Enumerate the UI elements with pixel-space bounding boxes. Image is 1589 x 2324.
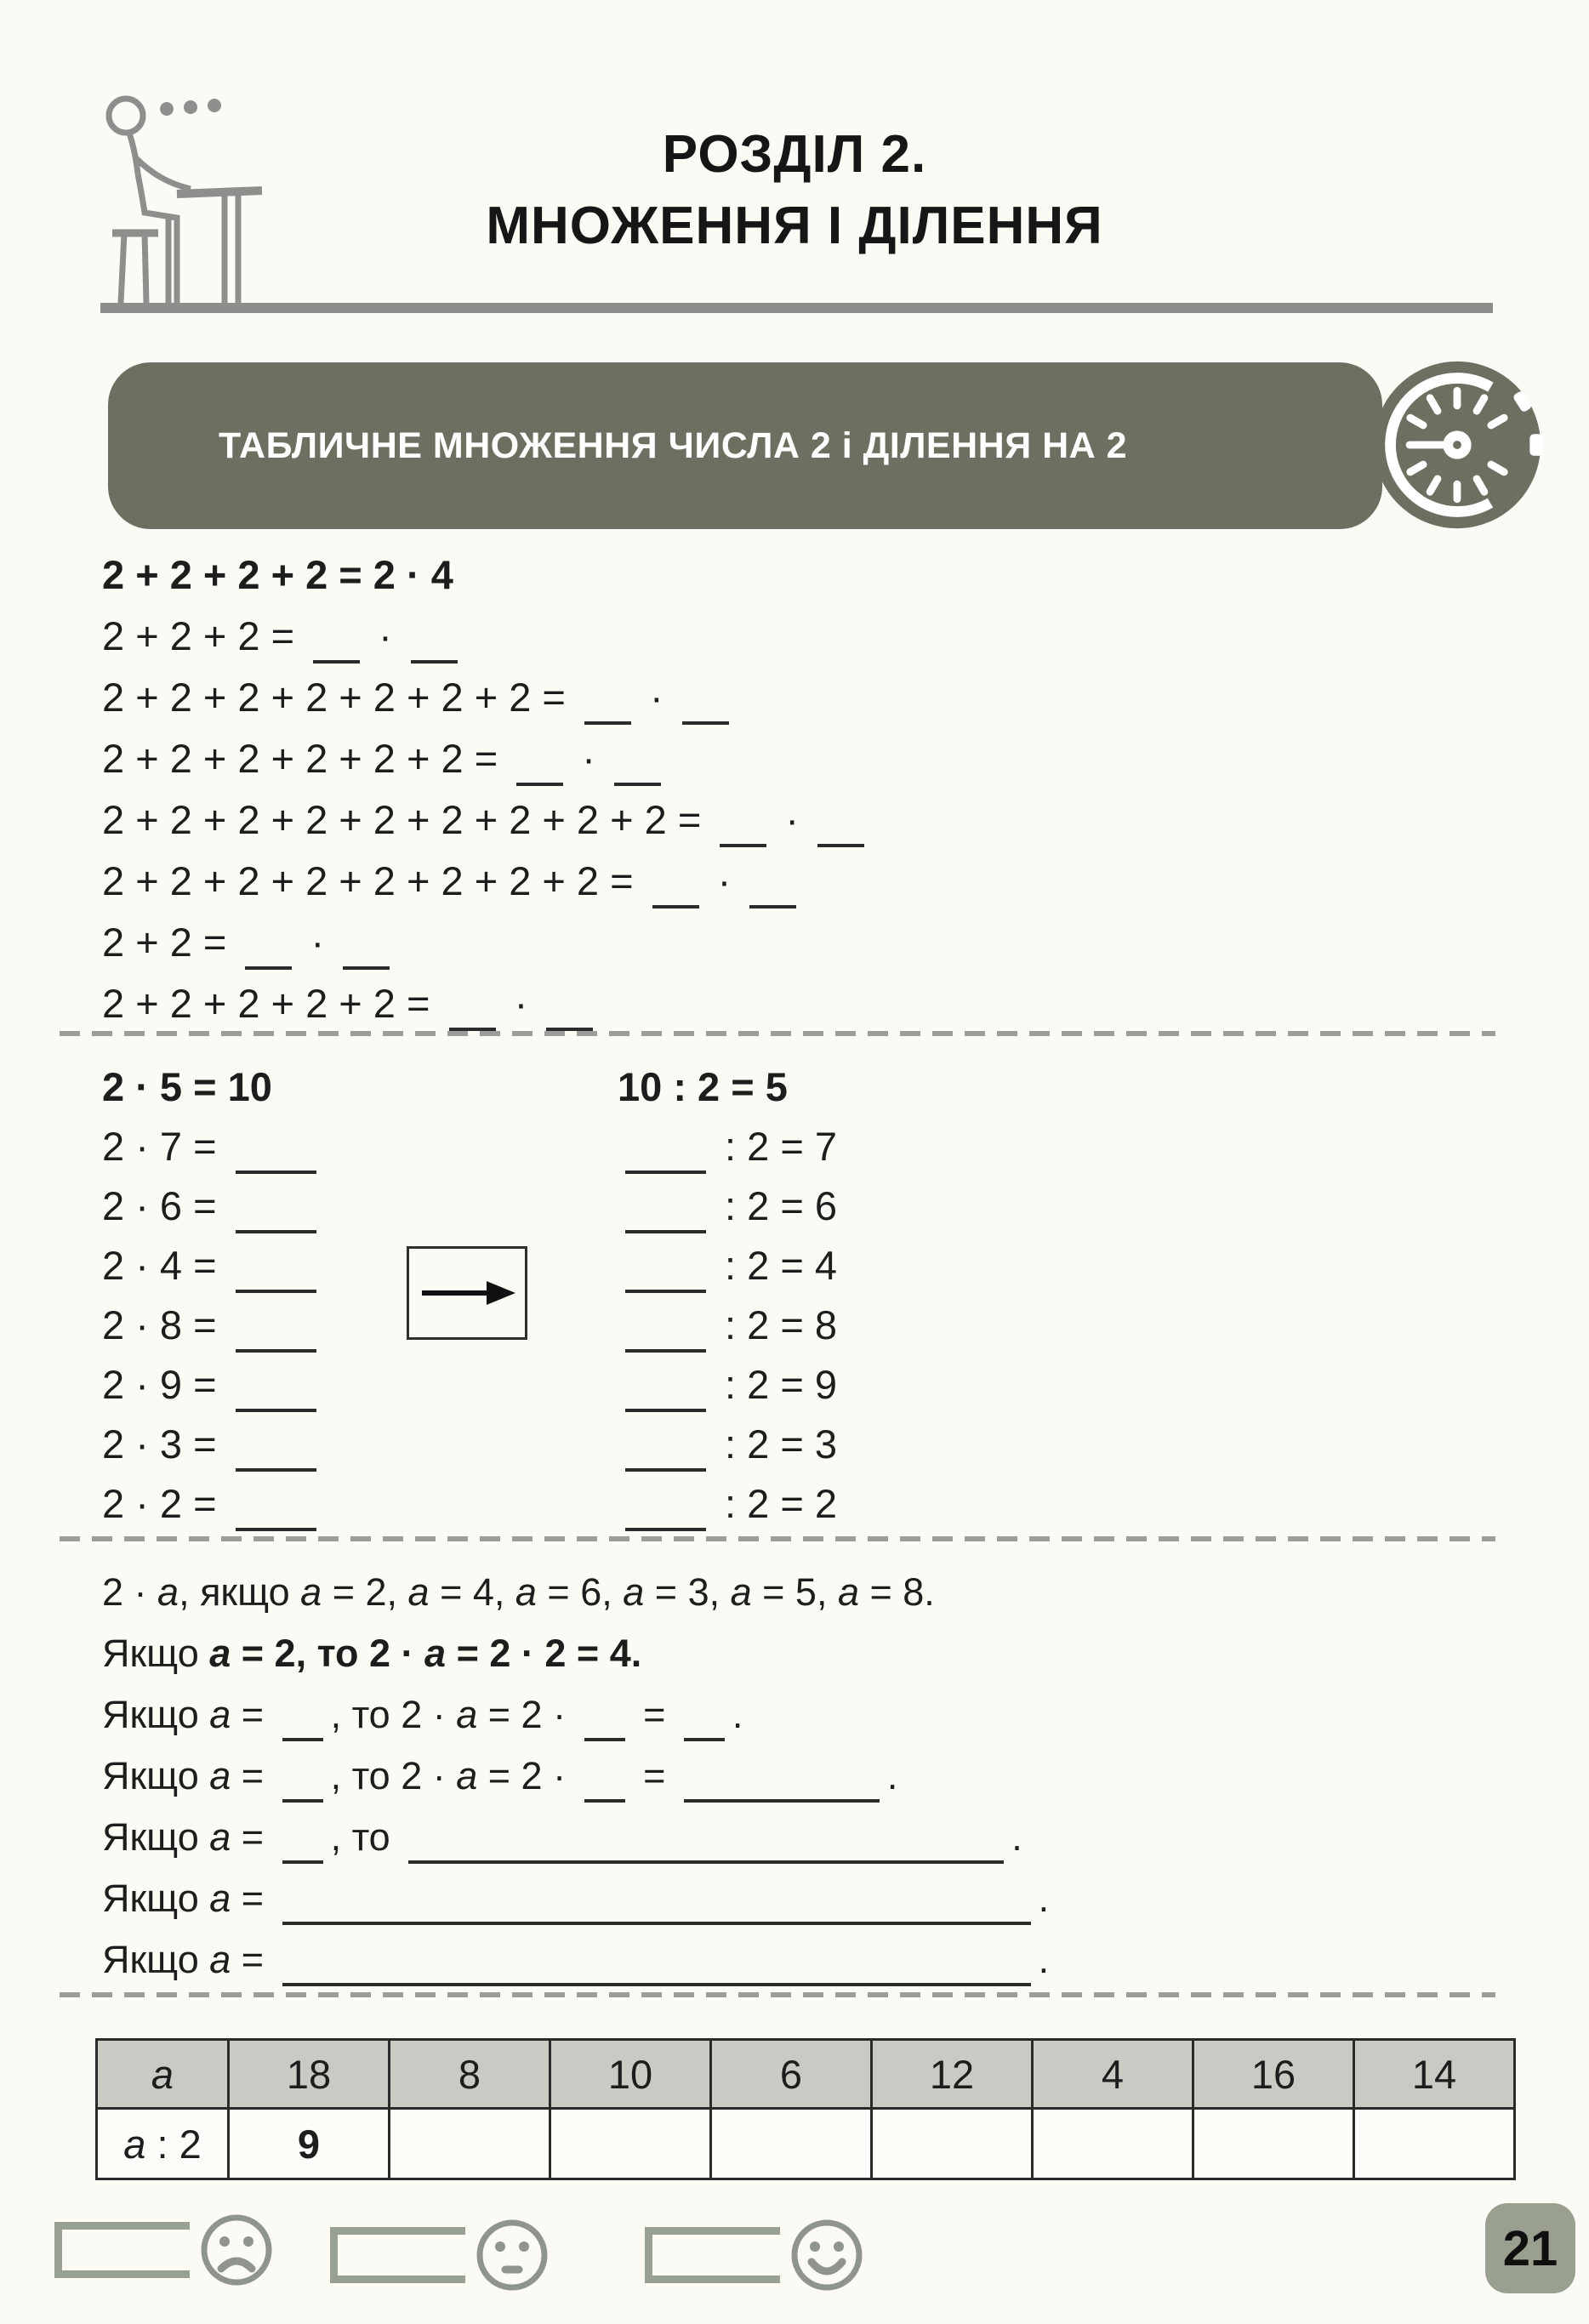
mult-div-row: [102, 1355, 837, 1415]
mult-div-row: [102, 1176, 837, 1236]
right-arrow-icon: [415, 1276, 519, 1310]
answer-blank[interactable]: [516, 759, 563, 786]
answer-blank[interactable]: [408, 1837, 1004, 1864]
addition-row: 2 + 2 + 2 + 2 + 2 + 2 = ·: [102, 728, 872, 789]
mult-div-row: [102, 1474, 837, 1534]
division-problem: : 2 = 3: [618, 1415, 837, 1474]
variable-a: a: [209, 1815, 231, 1859]
table-row-label: a : 2: [97, 2109, 229, 2179]
if-a-row: Якщо a = , то .: [102, 1807, 1049, 1868]
page-number: 21: [1502, 2220, 1558, 2276]
answer-blank[interactable]: [584, 698, 631, 725]
variable-a: a: [151, 2051, 174, 2097]
answer-blank[interactable]: [282, 1837, 323, 1864]
topic-banner: [108, 362, 1382, 529]
answer-blank[interactable]: [625, 1444, 706, 1472]
variable-a: a: [123, 2121, 146, 2167]
answer-blank[interactable]: [449, 1004, 496, 1031]
variable-a: a: [424, 1632, 447, 1675]
self-assessment-sad[interactable]: [54, 2212, 275, 2288]
addition-row: 2 + 2 + 2 + 2 + 2 = ·: [102, 973, 872, 1034]
if-a-row: Якщо a = , то 2 · a = 2 · = .: [102, 1746, 1049, 1807]
ex3-example: [102, 1623, 1049, 1684]
answer-blank[interactable]: [236, 1206, 316, 1233]
self-assessment-happy[interactable]: [645, 2217, 865, 2293]
if-a-row: Якщо a = , то 2 · a = 2 · = .: [102, 1684, 1049, 1746]
answer-blank[interactable]: [411, 636, 458, 664]
variable-a: a: [209, 1938, 231, 1981]
multiplication-problem: 2 · 4 =: [102, 1236, 502, 1296]
variable-a: a: [407, 1570, 430, 1614]
table-value-row: [97, 2109, 1515, 2179]
if-a-row: Якщо a = .: [102, 1868, 1049, 1929]
ex3-intro: 2 · a, якщо a = 2, a = 4, a = 6, a = 3, a = 5, a = 8.: [102, 1570, 935, 1614]
dashed-divider: [60, 1992, 1495, 1997]
answer-blank[interactable]: [584, 1775, 625, 1803]
answer-blank[interactable]: [682, 698, 729, 725]
answer-blank[interactable]: [684, 1714, 725, 1741]
answer-blank[interactable]: [817, 820, 864, 847]
answer-blank[interactable]: [282, 1898, 1031, 1925]
answer-blank[interactable]: [236, 1266, 316, 1293]
answer-blank[interactable]: [546, 1004, 593, 1031]
variable-a: a: [157, 1570, 179, 1614]
ex1-rows: [102, 606, 872, 1034]
answer-blank[interactable]: [720, 820, 766, 847]
variable-a: a: [209, 1693, 231, 1736]
multiplication-problem: 2 · 9 =: [102, 1355, 502, 1415]
addition-row: 2 + 2 + 2 + 2 + 2 + 2 + 2 + 2 = ·: [102, 851, 872, 912]
division-problem: : 2 = 9: [618, 1355, 837, 1415]
exercise-addition-to-multiplication: [102, 544, 872, 1034]
table-header-cell: 8: [390, 2040, 550, 2109]
answer-blank[interactable]: [684, 1775, 880, 1803]
mult-div-row: [102, 1117, 837, 1176]
table-header-cell: [97, 2040, 229, 2109]
answer-blank[interactable]: [236, 1147, 316, 1174]
addition-row: 2 + 2 + 2 + 2 + 2 + 2 + 2 + 2 + 2 = ·: [102, 789, 872, 851]
happy-face-icon: [789, 2217, 865, 2293]
division-problem: : 2 = 4: [618, 1236, 837, 1296]
answer-blank[interactable]: [236, 1325, 316, 1353]
answer-blank[interactable]: [625, 1266, 706, 1293]
division-example: 10 : 2 = 5: [618, 1064, 788, 1109]
table-answer-cell[interactable]: [1033, 2109, 1193, 2179]
arrow-box: [407, 1246, 527, 1340]
multiplication-problem: 2 · 2 =: [102, 1474, 502, 1534]
multiplication-problem: 2 · 3 =: [102, 1415, 502, 1474]
self-assessment-box[interactable]: [330, 2227, 465, 2283]
answer-blank[interactable]: [343, 943, 390, 970]
multiplication-example: 2 · 5 = 10: [102, 1064, 272, 1109]
division-problem: : 2 = 6: [618, 1176, 837, 1236]
answer-blank[interactable]: [625, 1504, 706, 1531]
answer-blank[interactable]: [236, 1385, 316, 1412]
variable-a: a: [209, 1754, 231, 1797]
variable-a: a: [456, 1693, 478, 1736]
chapter-title-line2: МНОЖЕННЯ І ДІЛЕННЯ: [486, 197, 1103, 255]
topic-banner-title: ТАБЛИЧНЕ МНОЖЕННЯ ЧИСЛА 2 і ДІЛЕННЯ НА 2: [218, 424, 1128, 466]
header-rule: [100, 303, 1493, 313]
multiplication-problem: 2 · 6 =: [102, 1176, 502, 1236]
table-answer-cell[interactable]: [711, 2109, 872, 2179]
exercise-variable-substitution: [102, 1562, 1049, 1991]
sad-face-icon: [198, 2212, 275, 2288]
variable-a: a: [837, 1570, 859, 1614]
answer-blank[interactable]: [313, 636, 360, 664]
ex3-example-prefix: Якщо: [102, 1632, 210, 1675]
table-answer-cell: 9: [229, 2109, 390, 2179]
table-answer-cell[interactable]: [1354, 2109, 1515, 2179]
variable-a: a: [730, 1570, 752, 1614]
answer-blank[interactable]: [625, 1385, 706, 1412]
table-header-cell: 16: [1193, 2040, 1354, 2109]
if-a-row: Якщо a = .: [102, 1929, 1049, 1991]
chapter-title: [0, 119, 1589, 262]
table-answer-cell[interactable]: [390, 2109, 550, 2179]
table-header-cell: 4: [1033, 2040, 1193, 2109]
chapter-title-line1: РОЗДІЛ 2.: [662, 125, 927, 184]
stopwatch-icon: [1370, 357, 1545, 537]
table-header-cell: 6: [711, 2040, 872, 2109]
variable-a: a: [209, 1632, 231, 1675]
variable-a: a: [515, 1570, 537, 1614]
answer-blank[interactable]: [282, 1775, 323, 1803]
multiplication-problem: 2 · 8 =: [102, 1296, 502, 1355]
answer-blank[interactable]: [625, 1325, 706, 1353]
addition-row: 2 + 2 + 2 = ·: [102, 606, 872, 667]
answer-blank[interactable]: [282, 1959, 1031, 1986]
self-assessment-box[interactable]: [54, 2222, 190, 2278]
answer-blank[interactable]: [652, 881, 699, 909]
variable-a: a: [456, 1754, 478, 1797]
self-assessment-neutral[interactable]: [330, 2217, 550, 2293]
page-number-badge: [1485, 2203, 1575, 2293]
mult-div-row: [102, 1415, 837, 1474]
variable-a: a: [209, 1877, 231, 1920]
variable-a: a: [300, 1570, 322, 1614]
table-header-cell: 10: [550, 2040, 711, 2109]
division-problem: : 2 = 2: [618, 1474, 837, 1534]
answer-blank[interactable]: [625, 1206, 706, 1233]
ex2-example-row: [102, 1057, 837, 1117]
answer-blank[interactable]: [236, 1504, 316, 1531]
answer-blank[interactable]: [625, 1147, 706, 1174]
ex1-example: 2 + 2 + 2 + 2 = 2 · 4: [102, 552, 453, 597]
answer-blank[interactable]: [282, 1714, 323, 1741]
table-answer-cell[interactable]: [1193, 2109, 1354, 2179]
answer-blank[interactable]: [245, 943, 292, 970]
table-header-cell: 18: [229, 2040, 390, 2109]
answer-blank[interactable]: [236, 1444, 316, 1472]
division-problem: : 2 = 8: [618, 1296, 837, 1355]
dashed-divider: [60, 1031, 1495, 1036]
ex3-example-bold: a = 2, то 2 · a = 2 · 2 = 4.: [209, 1632, 642, 1675]
table-answer-cell[interactable]: [872, 2109, 1033, 2179]
table-answer-cell[interactable]: [550, 2109, 711, 2179]
multiplication-problem: 2 · 7 =: [102, 1117, 502, 1176]
variable-a: a: [623, 1570, 645, 1614]
table-header-cell: 14: [1354, 2040, 1515, 2109]
practice-table: [95, 2038, 1516, 2180]
table-header-row: [97, 2040, 1515, 2109]
neutral-face-icon: [474, 2217, 550, 2293]
answer-blank[interactable]: [584, 1714, 625, 1741]
exercise-multiplication-division: [102, 1057, 837, 1534]
dashed-divider: [60, 1536, 1495, 1541]
addition-row: 2 + 2 + 2 + 2 + 2 + 2 + 2 = ·: [102, 667, 872, 728]
self-assessment-box[interactable]: [645, 2227, 780, 2283]
addition-row: 2 + 2 = ·: [102, 912, 872, 973]
division-problem: : 2 = 7: [618, 1117, 837, 1176]
ex3-rows: [102, 1684, 1049, 1991]
answer-blank[interactable]: [749, 881, 796, 909]
table-header-cell: 12: [872, 2040, 1033, 2109]
answer-blank[interactable]: [614, 759, 661, 786]
